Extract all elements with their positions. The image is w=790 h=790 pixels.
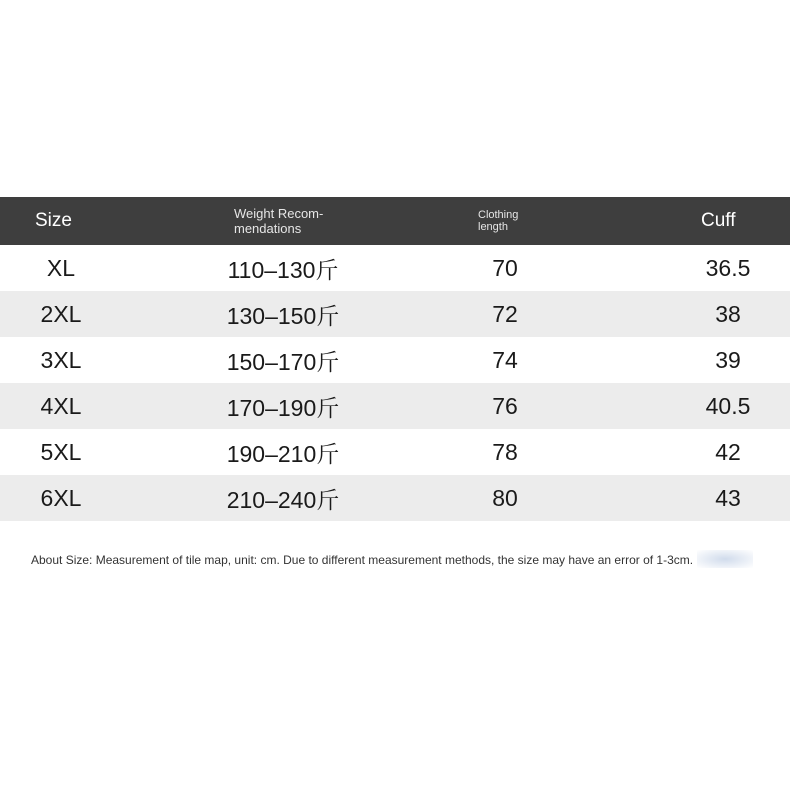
- length-cell: 70: [492, 254, 518, 281]
- length-cell: 74: [492, 346, 518, 373]
- cuff-cell: 42: [715, 438, 741, 465]
- cuff-cell: 40.5: [705, 392, 751, 419]
- cuff-cell: 39: [715, 346, 741, 373]
- header-cuff: Cuff: [701, 210, 736, 231]
- size-cell: 4XL: [40, 392, 82, 419]
- table-header-row: [0, 197, 790, 245]
- blur-smudge: [697, 550, 753, 568]
- weight-cell: 110–130斤: [227, 256, 339, 283]
- length-cell: 76: [492, 392, 518, 419]
- size-cell: 5XL: [40, 438, 82, 465]
- header-weight-recommendations: Weight Recom- mendations: [234, 206, 324, 236]
- cuff-cell: 43: [715, 484, 741, 511]
- size-chart-table: [0, 197, 790, 521]
- table-row: [0, 475, 790, 521]
- weight-cell: 210–240斤: [226, 486, 340, 513]
- size-cell: 6XL: [40, 484, 82, 511]
- table-row: [0, 383, 790, 429]
- table-row: [0, 245, 790, 291]
- cuff-cell: 36.5: [705, 254, 751, 281]
- length-cell: 80: [492, 484, 518, 511]
- size-cell: 2XL: [40, 300, 82, 327]
- cuff-cell: 38: [715, 300, 741, 327]
- weight-cell: 190–210斤: [226, 440, 340, 467]
- weight-cell: 150–170斤: [226, 348, 340, 375]
- table-row: [0, 291, 790, 337]
- table-row: [0, 429, 790, 475]
- size-cell: XL: [46, 254, 76, 281]
- weight-cell: 170–190斤: [226, 394, 340, 421]
- table-row: [0, 337, 790, 383]
- weight-cell: 130–150斤: [226, 302, 340, 329]
- size-cell: 3XL: [40, 346, 82, 373]
- size-note: About Size: Measurement of tile map, unit: cm. Due to different measurement methods, the size may have an error of 1-3cm.: [31, 553, 694, 567]
- length-cell: 72: [492, 300, 518, 327]
- length-cell: 78: [492, 438, 518, 465]
- header-size: Size: [35, 210, 72, 231]
- header-clothing-length: Clothing length: [478, 209, 519, 233]
